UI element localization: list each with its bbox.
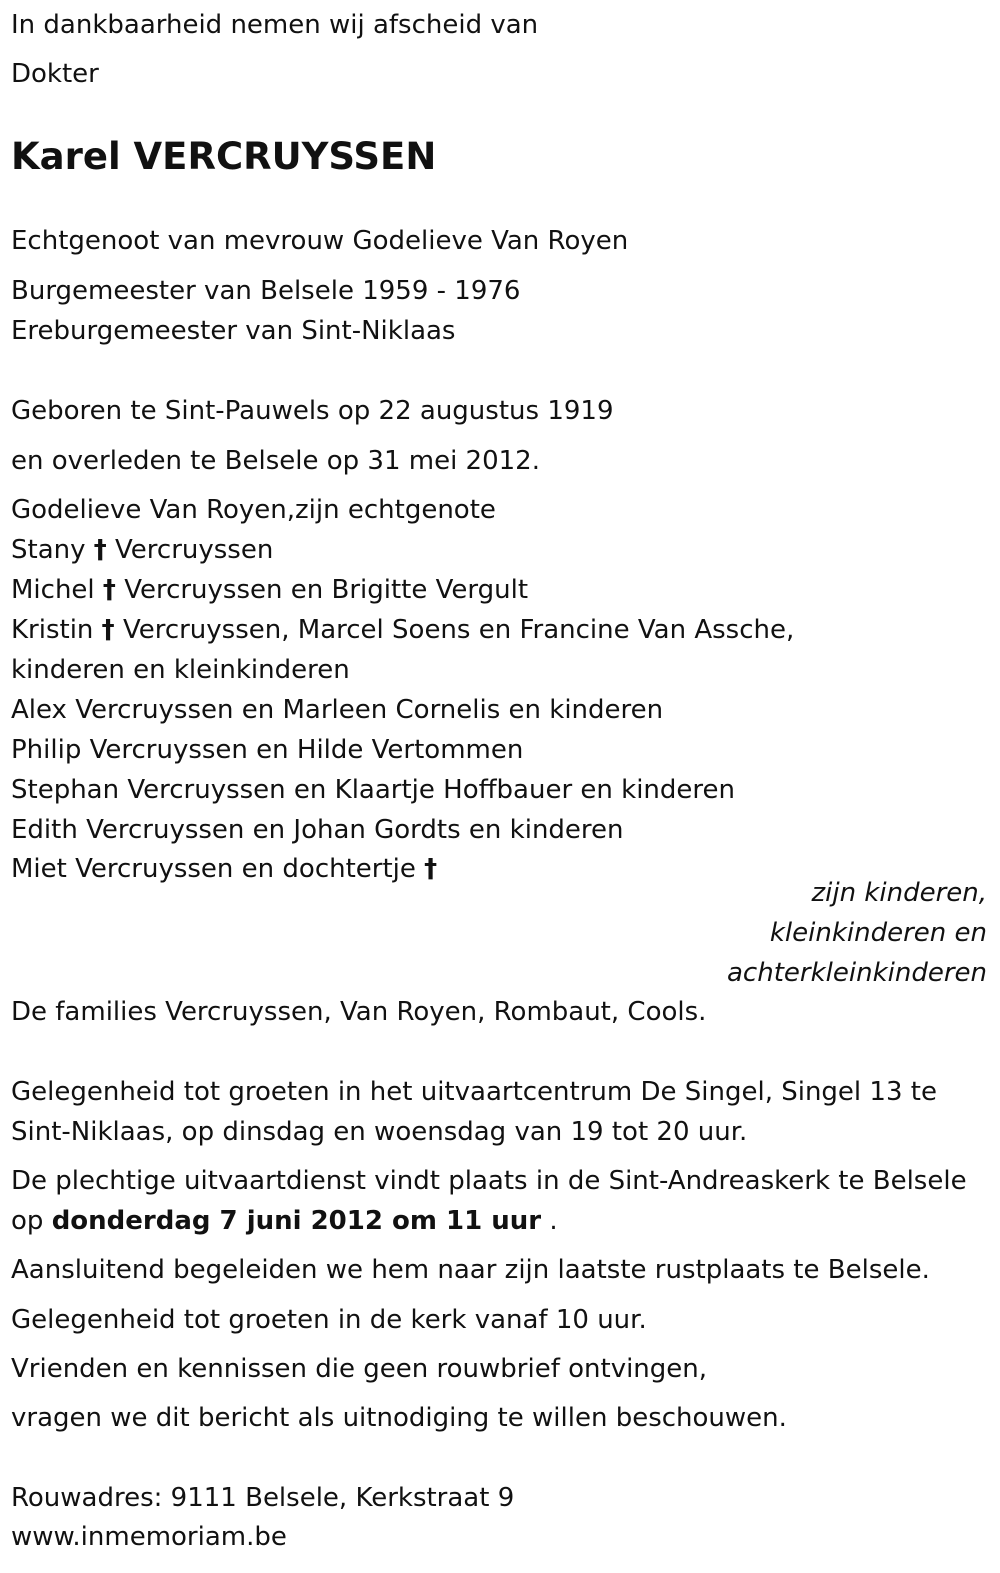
deceased-name: Karel VERCRUYSSEN	[11, 135, 437, 178]
kristin-rest: Vercruyssen, Marcel Soens en Francine Van Assche,	[122, 615, 795, 645]
mayor-line: Burgemeester van Belsele 1959 - 1976	[11, 276, 521, 306]
family-miet	[11, 856, 437, 882]
stany-first: Stany	[11, 535, 86, 565]
family-philip: Philip Vercruyssen en Hilde Vertommen	[11, 735, 524, 765]
visitation-line-1: Gelegenheid tot groeten in het uitvaartcentrum De Singel, Singel 13 te	[11, 1077, 937, 1107]
cross-icon: †	[424, 854, 438, 884]
service-prefix: op	[11, 1206, 44, 1236]
cross-icon: †	[101, 615, 115, 645]
signoff-line-1: zijn kinderen,	[811, 878, 987, 908]
born-line: Geboren te Sint-Pauwels op 22 augustus 1919	[11, 396, 614, 426]
notice-line-2: vragen we dit bericht als uitnodiging te willen beschouwen.	[11, 1403, 787, 1433]
family-spouse: Godelieve Van Royen,zijn echtgenote	[11, 495, 496, 525]
michel-rest: Vercruyssen en Brigitte Vergult	[124, 575, 529, 605]
signoff-line-3: achterkleinkinderen	[727, 958, 987, 988]
spouse-line: Echtgenoot van mevrouw Godelieve Van Royen	[11, 226, 629, 256]
kristin-first: Kristin	[11, 615, 94, 645]
family-alex: Alex Vercruyssen en Marleen Cornelis en kinderen	[11, 695, 664, 725]
address-line: Rouwadres: 9111 Belsele, Kerkstraat 9	[11, 1483, 515, 1513]
website-link[interactable]: www.inmemoriam.be	[11, 1522, 287, 1552]
families-line: De families Vercruyssen, Van Royen, Rombaut, Cools.	[11, 997, 707, 1027]
title-prefix: Dokter	[11, 59, 99, 89]
stany-last: Vercruyssen	[115, 535, 274, 565]
service-line-1: De plechtige uitvaartdienst vindt plaats in de Sint-Andreaskerk te Belsele	[11, 1166, 967, 1196]
signoff-line-2: kleinkinderen en	[769, 918, 987, 948]
service-suffix: .	[549, 1206, 558, 1236]
service-date: donderdag 7 juni 2012 om 11 uur	[51, 1206, 542, 1236]
honorary-mayor-line: Ereburgemeester van Sint-Niklaas	[11, 316, 456, 346]
service-line-2	[11, 1208, 558, 1234]
notice-line-1: Vrienden en kennissen die geen rouwbrief ontvingen,	[11, 1354, 708, 1384]
family-kristin	[11, 617, 794, 643]
family-stephan: Stephan Vercruyssen en Klaartje Hoffbauer en kinderen	[11, 775, 735, 805]
died-line: en overleden te Belsele op 31 mei 2012.	[11, 446, 540, 476]
family-children-line: kinderen en kleinkinderen	[11, 655, 350, 685]
cross-icon: †	[93, 535, 107, 565]
cross-icon: †	[102, 575, 116, 605]
visitation-line-2: Sint-Niklaas, op dinsdag en woensdag van 19 tot 20 uur.	[11, 1117, 748, 1147]
intro-text: In dankbaarheid nemen wij afscheid van	[11, 10, 539, 40]
burial-line: Aansluitend begeleiden we hem naar zijn laatste rustplaats te Belsele.	[11, 1255, 930, 1285]
family-michel	[11, 577, 528, 603]
family-edith: Edith Vercruyssen en Johan Gordts en kinderen	[11, 815, 624, 845]
miet-text: Miet Vercruyssen en dochtertje	[11, 854, 416, 884]
family-stany	[11, 537, 273, 563]
michel-first: Michel	[11, 575, 95, 605]
church-greeting-line: Gelegenheid tot groeten in de kerk vanaf 10 uur.	[11, 1305, 647, 1335]
